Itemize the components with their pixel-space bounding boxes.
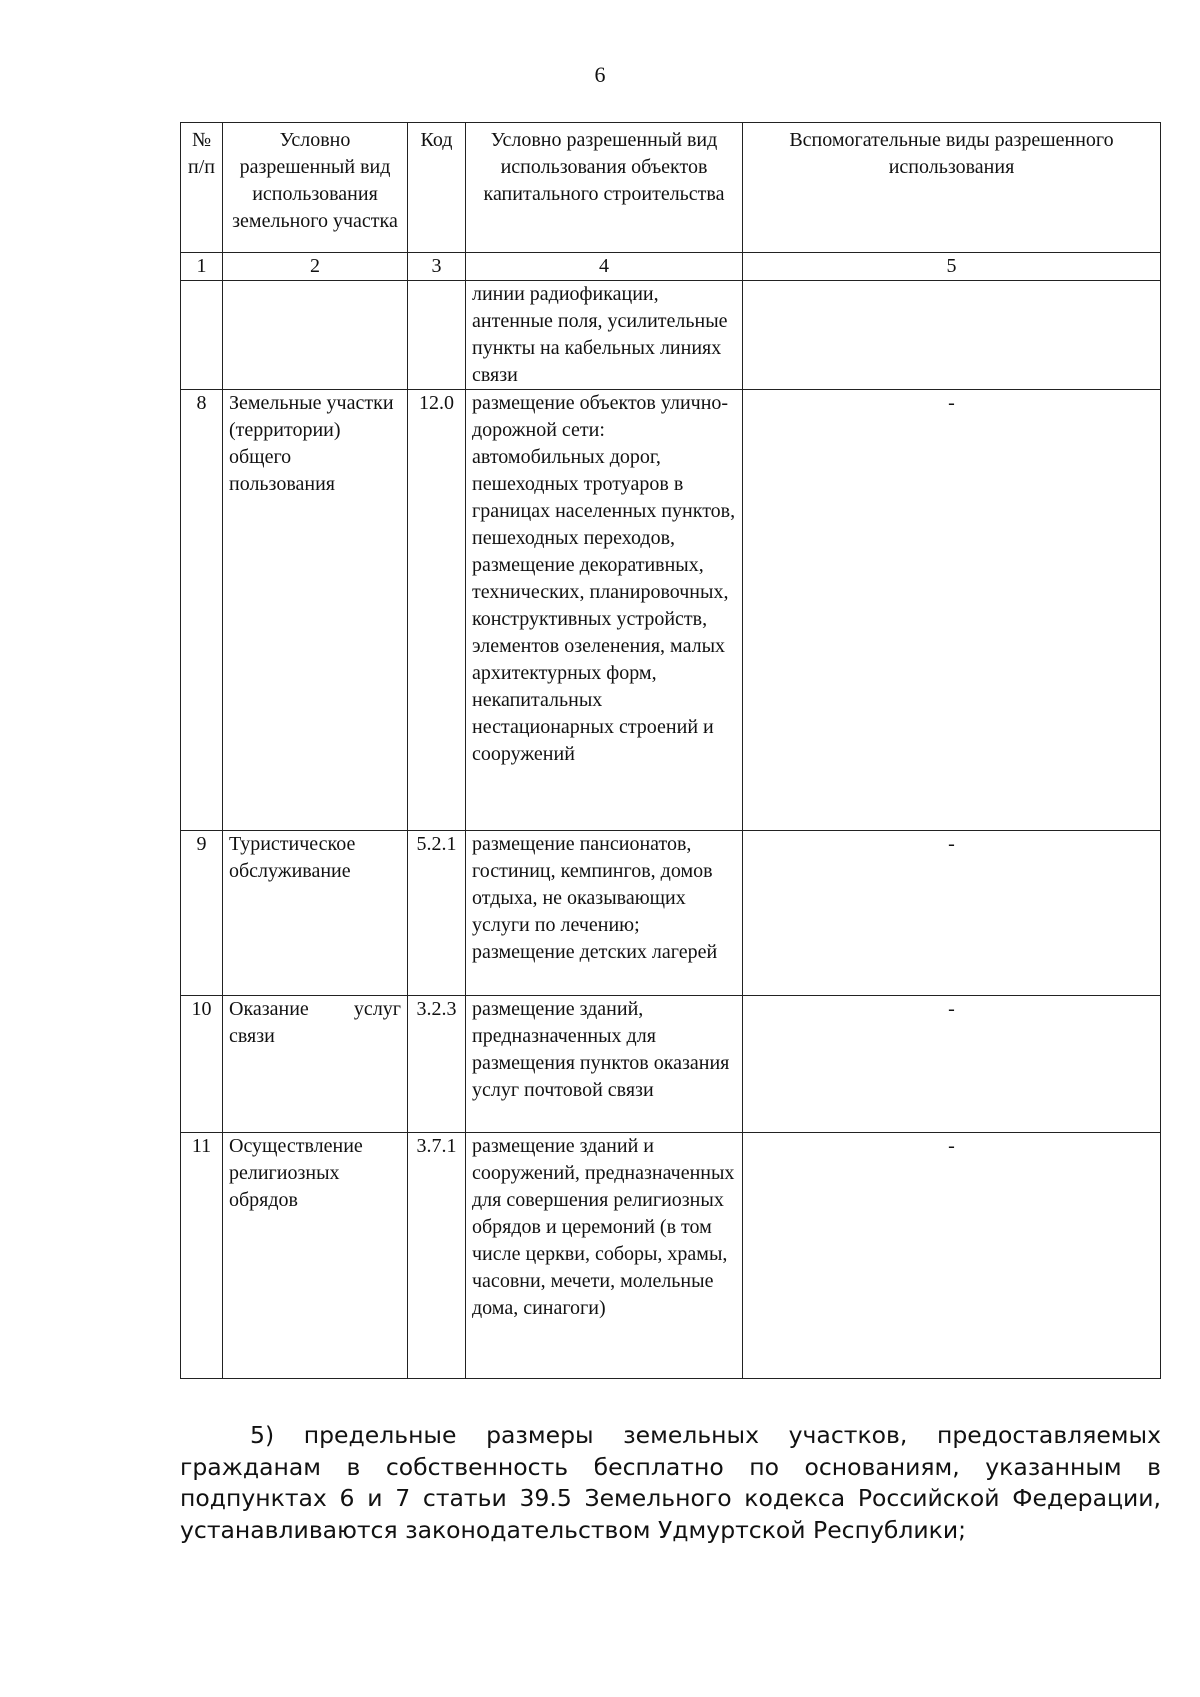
row-auxiliary [743,281,1161,390]
row-code: 3.7.1 [408,1133,466,1379]
table-row [181,281,1161,390]
row-capital-use: размещение зданий, предназначенных для размещения пунктов оказания услуг почтовой связи [466,996,743,1133]
row-land-use: Земельные участки (территории) общего пользования [223,390,408,831]
table-row [181,390,1161,831]
row-land-use [223,281,408,390]
table-header-row [181,123,1161,253]
column-number: 3 [408,253,466,281]
row-auxiliary: - [743,1133,1161,1379]
header-capital-use: Условно разрешенный вид использования объектов капитального строительства [466,123,743,253]
column-numbering-row [181,253,1161,281]
row-capital-use: линии радиофикации, антенные поля, усилительные пункты на кабельных линиях связи [466,281,743,390]
row-auxiliary: - [743,831,1161,996]
column-number: 2 [223,253,408,281]
table-row [181,1133,1161,1379]
row-capital-use: размещение пансионатов, гостиниц, кемпингов, домов отдыха, не оказывающих услуги по лечению; размещение детских лагерей [466,831,743,996]
row-number: 10 [181,996,223,1133]
column-number: 5 [743,253,1161,281]
row-code: 3.2.3 [408,996,466,1133]
table-row [181,831,1161,996]
row-auxiliary: - [743,390,1161,831]
page-number: 6 [594,62,606,87]
header-code: Код [408,123,466,253]
row-land-use: Туристическое обслуживание [223,831,408,996]
row-land-use: Оказание услуг связи [223,996,408,1133]
header-auxiliary: Вспомогательные виды разрешенного использования [743,123,1161,253]
row-auxiliary: - [743,996,1161,1133]
row-number: 11 [181,1133,223,1379]
row-number [181,281,223,390]
row-code [408,281,466,390]
row-code: 5.2.1 [408,831,466,996]
paragraph-text: 5) предельные размеры земельных участков, предоставляемых гражданам в собственность бесплатно по основаниям, указанным в подпунктах 6 и 7 статьи 39.5 Земельного кодекса Российской Федерации, устанавливаются законодательством Удмуртской Республики; [180,1421,1161,1544]
column-number: 4 [466,253,743,281]
row-number: 9 [181,831,223,996]
row-code: 12.0 [408,390,466,831]
column-number: 1 [181,253,223,281]
row-land-use: Осуществление религиозных обрядов [223,1133,408,1379]
row-capital-use: размещение зданий и сооружений, предназначенных для совершения религиозных обрядов и церемоний (в том числе церкви, соборы, храмы, часовни, мечети, молельные дома, синагоги) [466,1133,743,1379]
table-row [181,996,1161,1133]
land-use-table [180,122,1161,1379]
header-land-use: Условно разрешенный вид использования земельного участка [223,123,408,253]
header-num: № п/п [181,123,223,253]
row-number: 8 [181,390,223,831]
row-capital-use: размещение объектов улично-дорожной сети: автомобильных дорог, пешеходных тротуаров в границах населенных пунктов, пешеходных переходов, размещение декоративных, технических, планировочных, конструктивных устройств, элементов озеленения, малых архитектурных форм, некапитальных нестационарных строений и сооружений [466,390,743,831]
body-paragraph [180,1420,1161,1546]
